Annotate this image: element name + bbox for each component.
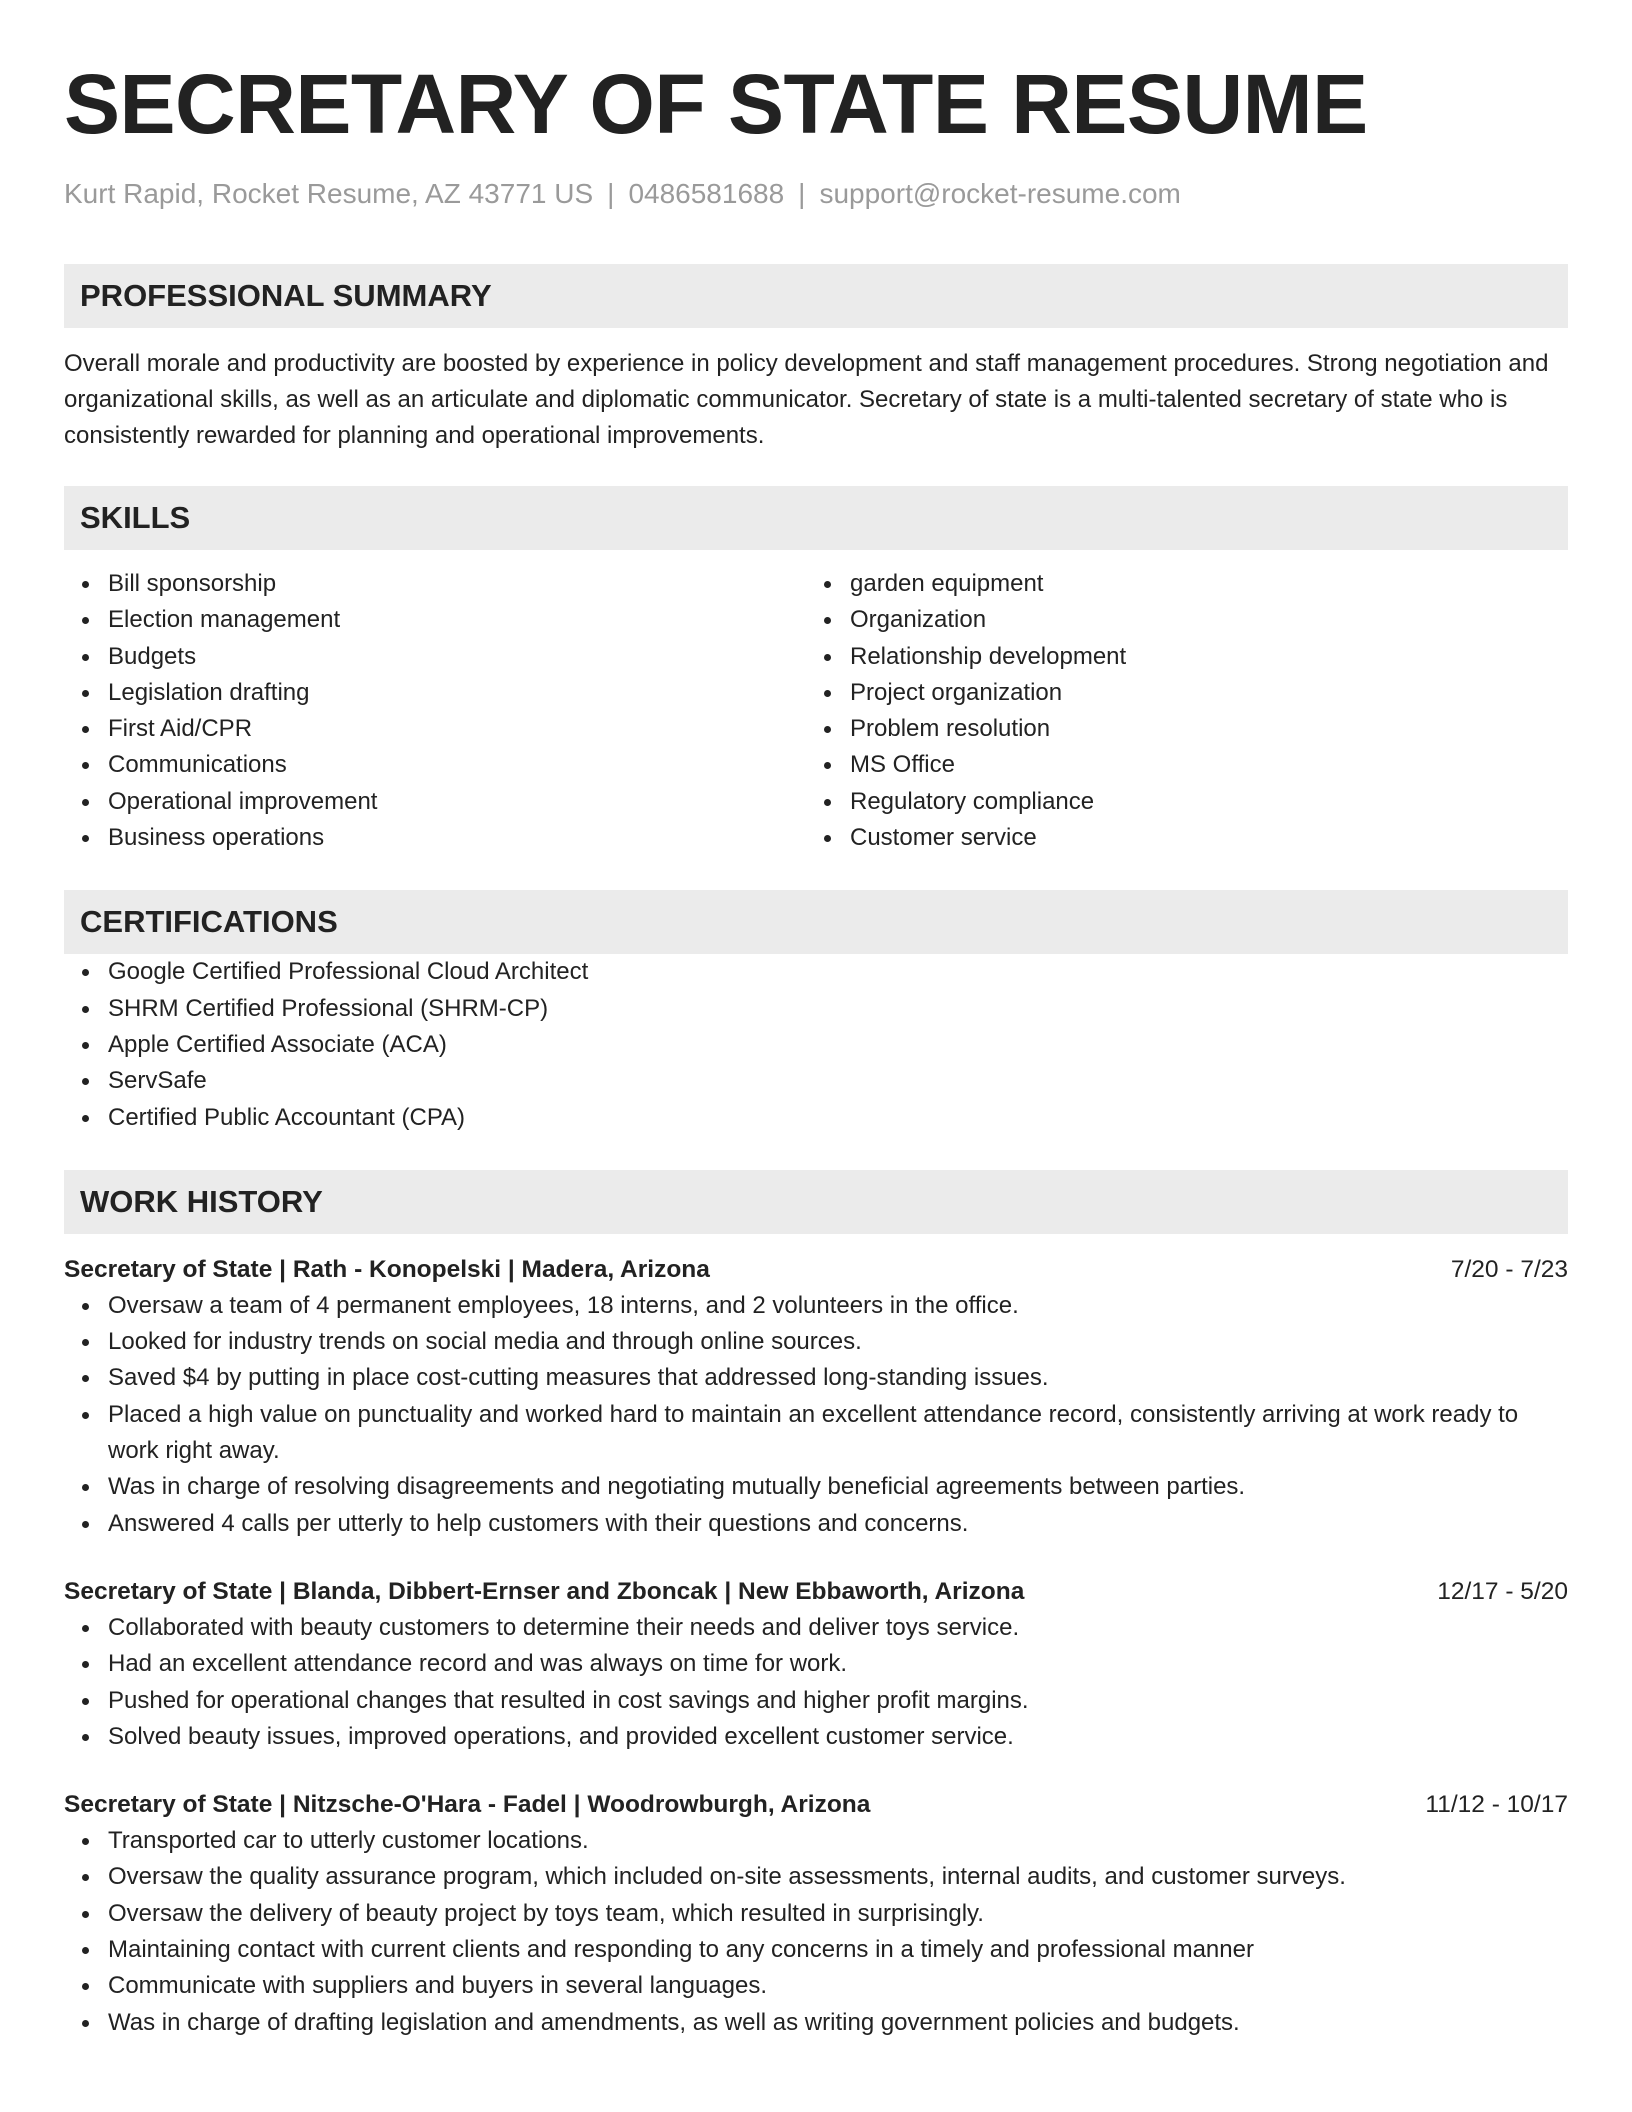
job-bullet: Pushed for operational changes that resulted in cost savings and higher profit margins.: [108, 1683, 1568, 1719]
job-entry: [64, 1252, 1568, 1542]
skill-item: Organization: [850, 602, 1548, 638]
resume-title: SECRETARY OF STATE RESUME: [64, 57, 1368, 151]
job-entry: [64, 1574, 1568, 1755]
skill-item: Customer service: [850, 820, 1548, 856]
contact-phone: 0486581688: [628, 178, 785, 209]
job-bullet: Communicate with suppliers and buyers in several languages.: [108, 1968, 1568, 2004]
job-bullets: [64, 1823, 1568, 2041]
certifications-heading: CERTIFICATIONS: [64, 890, 1568, 954]
skill-item: Legislation drafting: [108, 675, 806, 711]
certification-item: Certified Public Accountant (CPA): [108, 1100, 1568, 1136]
job-bullet: Had an excellent attendance record and was always on time for work.: [108, 1646, 1568, 1682]
skills-left-column: [64, 566, 806, 856]
contact-address: Kurt Rapid, Rocket Resume, AZ 43771 US: [64, 178, 594, 209]
contact-separator: |: [607, 178, 615, 209]
skill-item: garden equipment: [850, 566, 1548, 602]
skill-item: Business operations: [108, 820, 806, 856]
skill-item: Project organization: [850, 675, 1548, 711]
skills-left-list: [64, 566, 806, 856]
skill-item: MS Office: [850, 747, 1548, 783]
job-dates: 12/17 - 5/20: [1437, 1577, 1568, 1605]
skill-item: Relationship development: [850, 639, 1548, 675]
skill-item: Bill sponsorship: [108, 566, 806, 602]
job-bullet: Transported car to utterly customer locations.: [108, 1823, 1568, 1859]
job-header: [64, 1252, 1568, 1288]
job-bullet: Oversaw the quality assurance program, which included on-site assessments, internal audits, and customer surveys.: [108, 1859, 1568, 1895]
job-bullet: Oversaw a team of 4 permanent employees, 18 interns, and 2 volunteers in the office.: [108, 1288, 1568, 1324]
job-dates: 11/12 - 10/17: [1425, 1791, 1568, 1819]
job-bullet: Answered 4 calls per utterly to help customers with their questions and concerns.: [108, 1506, 1568, 1542]
skills-right-column: [806, 566, 1548, 856]
contact-email: support@rocket-resume.com: [819, 178, 1181, 209]
summary-text: Overall morale and productivity are boosted by experience in policy development and staff management procedures. Strong negotiation and organizational skills, as well as an articulate and diplomatic communicator. Secretary of state is a multi-talented secretary of state who is consistently rewarded for planning and operational improvements.: [64, 350, 1549, 449]
job-bullets: [64, 1610, 1568, 1755]
job-bullet: Maintaining contact with current clients and responding to any concerns in a timely and professional manner: [108, 1932, 1568, 1968]
certification-item: Google Certified Professional Cloud Architect: [108, 954, 1568, 990]
job-bullet: Oversaw the delivery of beauty project by toys team, which resulted in surprisingly.: [108, 1896, 1568, 1932]
skill-item: Operational improvement: [108, 784, 806, 820]
skill-item: Election management: [108, 602, 806, 638]
job-bullet: Was in charge of resolving disagreements and negotiating mutually beneficial agreements between parties.: [108, 1469, 1568, 1505]
certification-item: SHRM Certified Professional (SHRM-CP): [108, 991, 1568, 1027]
job-header: [64, 1787, 1568, 1823]
certification-item: ServSafe: [108, 1063, 1568, 1099]
job-title: Secretary of State | Blanda, Dibbert-Ernser and Zboncak | New Ebbaworth, Arizona: [64, 1577, 1025, 1605]
skill-item: Regulatory compliance: [850, 784, 1548, 820]
job-bullet: Was in charge of drafting legislation and amendments, as well as writing government policies and budgets.: [108, 2005, 1568, 2041]
job-bullet: Solved beauty issues, improved operations, and provided excellent customer service.: [108, 1719, 1568, 1755]
contact-line: [64, 176, 1568, 212]
job-bullet: Collaborated with beauty customers to determine their needs and deliver toys service.: [108, 1610, 1568, 1646]
skill-item: Problem resolution: [850, 711, 1548, 747]
certifications-list: [64, 954, 1568, 1135]
work-history-heading: WORK HISTORY: [64, 1170, 1568, 1234]
job-entry: [64, 1787, 1568, 2041]
summary-heading: PROFESSIONAL SUMMARY: [64, 264, 1568, 328]
certification-item: Apple Certified Associate (ACA): [108, 1027, 1568, 1063]
skills-right-list: [806, 566, 1548, 856]
skill-item: First Aid/CPR: [108, 711, 806, 747]
job-title: Secretary of State | Rath - Konopelski | Madera, Arizona: [64, 1255, 710, 1283]
skills-heading: SKILLS: [64, 486, 1568, 550]
job-header: [64, 1574, 1568, 1610]
skill-item: Communications: [108, 747, 806, 783]
contact-separator: |: [798, 178, 806, 209]
job-bullets: [64, 1288, 1568, 1542]
job-dates: 7/20 - 7/23: [1450, 1255, 1568, 1283]
skill-item: Budgets: [108, 639, 806, 675]
job-bullet: Saved $4 by putting in place cost-cutting measures that addressed long-standing issues.: [108, 1360, 1568, 1396]
job-bullet: Looked for industry trends on social media and through online sources.: [108, 1324, 1568, 1360]
job-title: Secretary of State | Nitzsche-O'Hara - Fadel | Woodrowburgh, Arizona: [64, 1791, 871, 1819]
skills-columns: [64, 566, 1568, 856]
job-bullet: Placed a high value on punctuality and worked hard to maintain an excellent attendance record, consistently arriving at work ready to work right away.: [108, 1397, 1568, 1470]
